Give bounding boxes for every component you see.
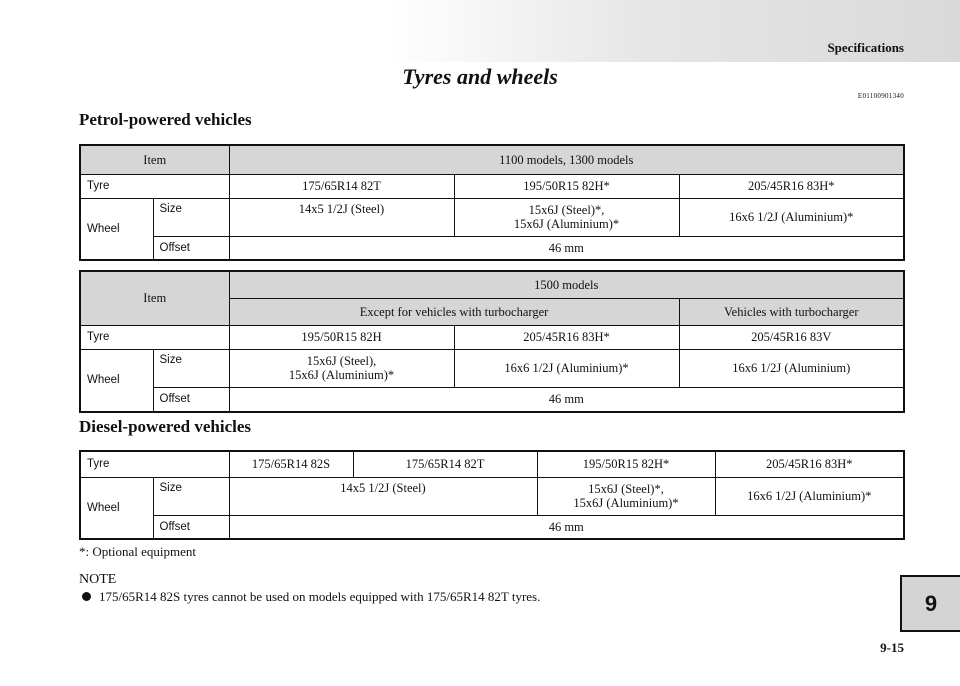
offset-value: 46 mm bbox=[229, 387, 904, 412]
size-value: 16x6 1/2J (Aluminium) bbox=[679, 349, 904, 387]
table-row bbox=[80, 349, 904, 387]
offset-value: 46 mm bbox=[229, 515, 904, 539]
table-row bbox=[80, 198, 904, 236]
petrol-table-1100-1300 bbox=[79, 144, 905, 261]
table-row bbox=[80, 325, 904, 349]
size-value: 15x6J (Steel)*, 15x6J (Aluminium)* bbox=[454, 198, 679, 236]
tyre-value: 205/45R16 83H* bbox=[454, 325, 679, 349]
offset-label: Offset bbox=[153, 515, 229, 539]
tyre-value: 175/65R14 82S bbox=[229, 451, 353, 477]
note-item bbox=[79, 589, 540, 605]
size-value: 14x5 1/2J (Steel) bbox=[229, 198, 454, 236]
tyre-value: 195/50R15 82H* bbox=[537, 451, 715, 477]
wheel-label: Wheel bbox=[80, 198, 153, 260]
tyre-value: 205/45R16 83H* bbox=[715, 451, 904, 477]
section-code: E01100901340 bbox=[857, 92, 904, 100]
section-header: Specifications bbox=[827, 40, 904, 55]
footnote: *: Optional equipment bbox=[79, 544, 196, 559]
chapter-tab: 9 bbox=[900, 575, 960, 632]
table-row bbox=[80, 271, 904, 298]
offset-label: Offset bbox=[153, 236, 229, 260]
table-row bbox=[80, 387, 904, 412]
table-row bbox=[80, 451, 904, 477]
tyre-value: 205/45R16 83H* bbox=[679, 174, 904, 198]
models-header: 1100 models, 1300 models bbox=[229, 145, 904, 174]
item-header: Item bbox=[80, 145, 229, 174]
petrol-heading: Petrol-powered vehicles bbox=[79, 110, 252, 129]
with-turbo-header: Vehicles with turbocharger bbox=[679, 298, 904, 325]
table-row bbox=[80, 515, 904, 539]
note-label: NOTE bbox=[79, 572, 117, 587]
tyre-value: 195/50R15 82H bbox=[229, 325, 454, 349]
size-value: 16x6 1/2J (Aluminium)* bbox=[679, 198, 904, 236]
tyre-label: Tyre bbox=[80, 451, 229, 477]
tyre-label: Tyre bbox=[80, 174, 229, 198]
size-label: Size bbox=[153, 477, 229, 515]
table-row bbox=[80, 145, 904, 174]
tyre-value: 175/65R14 82T bbox=[353, 451, 537, 477]
size-value: 16x6 1/2J (Aluminium)* bbox=[454, 349, 679, 387]
size-value: 16x6 1/2J (Aluminium)* bbox=[715, 477, 904, 515]
size-value: 15x6J (Steel), 15x6J (Aluminium)* bbox=[229, 349, 454, 387]
page-number: 9-15 bbox=[880, 640, 904, 655]
note-item-text: 175/65R14 82S tyres cannot be used on models equipped with 175/65R14 82T tyres. bbox=[99, 589, 541, 604]
petrol-table-1500 bbox=[79, 270, 905, 413]
wheel-label: Wheel bbox=[80, 477, 153, 539]
tyre-value: 175/65R14 82T bbox=[229, 174, 454, 198]
diesel-table bbox=[79, 450, 905, 540]
size-label: Size bbox=[153, 198, 229, 236]
tyre-value: 205/45R16 83V bbox=[679, 325, 904, 349]
table-row bbox=[80, 174, 904, 198]
size-value: 15x6J (Steel)*, 15x6J (Aluminium)* bbox=[537, 477, 715, 515]
tyre-label: Tyre bbox=[80, 325, 229, 349]
except-turbo-header: Except for vehicles with turbocharger bbox=[229, 298, 679, 325]
models-header: 1500 models bbox=[229, 271, 904, 298]
size-value: 14x5 1/2J (Steel) bbox=[229, 477, 537, 515]
page-title: Tyres and wheels bbox=[402, 64, 558, 89]
table-row bbox=[80, 477, 904, 515]
offset-label: Offset bbox=[153, 387, 229, 412]
wheel-label: Wheel bbox=[80, 349, 153, 412]
table-row bbox=[80, 236, 904, 260]
offset-value: 46 mm bbox=[229, 236, 904, 260]
diesel-heading: Diesel-powered vehicles bbox=[79, 417, 252, 436]
bullet-icon bbox=[82, 592, 91, 601]
size-label: Size bbox=[153, 349, 229, 387]
item-header: Item bbox=[80, 271, 229, 325]
tyre-value: 195/50R15 82H* bbox=[454, 174, 679, 198]
